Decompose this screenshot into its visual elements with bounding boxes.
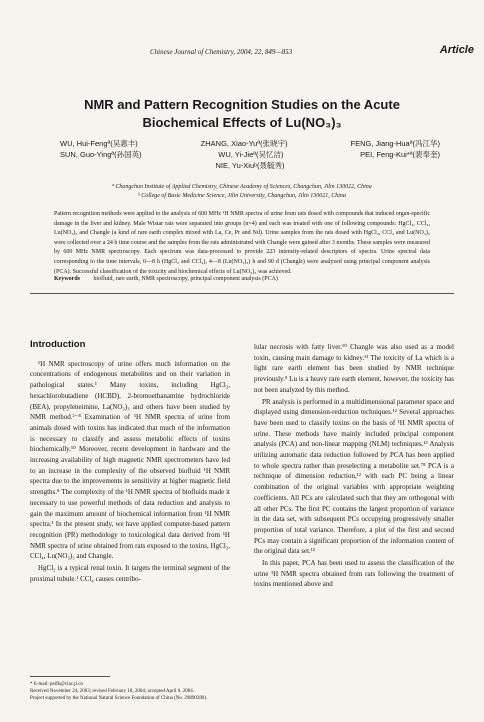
author-row [60,160,440,171]
author: WU, Yi-Jieª(吴忆洁) [218,150,284,159]
author: ZHANG, Xiao-Yuª(张晓宇) [200,139,288,148]
left-column [30,340,230,584]
footnote-received: Received November 24, 2003; revised February 18, 2004; accepted April 6, 2004. [30,689,194,694]
author: SUN, Guo-Yingª(孙国英) [60,150,142,159]
section-divider [30,293,454,294]
keywords-line [54,276,430,282]
body-paragraph: ¹H NMR spectroscopy of urine offers much information on the concentrations of endogenous metabolites and on their variation in pathological states.¹ Many toxins, including HgCl₂, hexachlorobutadiene (HCBD), 2-bromoethanamine hydrochloride (BEA), propyleneimine, La(NO₃)₃ and others have been studied by NMR method.²⁻⁸ Examination of ¹H NMR spectra of urine from animals dosed with toxins has indicated that much of the information is necessary to classify and assess metabolic effects of toxins biochemically.¹⁰ Moreover, recent development in hardware and the increasing availability of high magnetic NMR spectrometers have led to an increase in the complexity of the observed biofluid ¹H NMR spectra due to the improvements in sensitivity at higher magnetic field strengths.⁸ The complexity of the ¹H NMR spectra of biofluids made it necessary to use powerful methods of data reduction and analysis to gain the maximum amount of biochemical information from ¹H NMR spectra.¹ In the present study, we have applied computer-based pattern recognition (PR) methodology to toxicological data derived from ¹H NMR spectra of urine obtained from rats exposed to the toxins, HgCl₂, CCl₄, Lu(NO₃)₃ and Changle. [30,359,230,561]
body-paragraph: PR analysis is performed in a multidimensional parameter space and displayed using dimension-reduction techniques.¹² Several approaches have been used to classify toxins on the basis of ¹H NMR spectra of urine. These methods have mainly included principal component analysis (PCA) and non-linear mapping (NLM) techniques.¹³ Analysis utilizing automatic data reduction followed by PCA has been applied to whole spectra rather than preselecting a metabolite set.⁷⁸ PCA is a technique of dimension reduction,¹² with each PC being a linear combination of the original variables with appropriate weighting coefficients. All PCs are calculated such that they are orthogonal with all other PCs. The first PC contains the largest proportion of variance in the data set, with subsequent PCs occupying progressively smaller proportion of total variance. Therefore, a plot of the first and second PCs may contain a significant proportion of the information content of the original data set.¹² [254,397,454,556]
right-column [254,342,454,590]
paper-title [40,96,444,132]
journal-citation: Chinese Journal of Chemistry, 2004, 22, 849—853 [150,48,293,56]
footnote [30,681,454,702]
author: WU, Hui-Fengª(吴惠丰) [60,139,138,148]
keywords-text: biofluid, rare earth, NMR spectroscopy, principal component analysis (PCA) [93,276,278,282]
author: PEI, Feng-Kui*ª(裴奉奎) [360,150,440,159]
author: NIE, Yu-Xiuᵇ(聂毓秀) [215,161,285,170]
author: FENG, Jiang-Huaª(冯江华) [350,139,440,148]
footnote-divider [30,676,110,677]
affiliation-a: ª Changchun Institute of Applied Chemistry, Chinese Academy of Sciences, Changchun, Jilin 130022, China [112,184,372,190]
page-header [0,44,484,64]
body-paragraph: HgCl₂ is a typical renal toxin. It targets the terminal segment of the proximal tubule.¹ CCl₄ causes centribo- [30,564,230,583]
article-type-tag: Article [439,44,474,56]
author-list [60,138,440,171]
author-row [60,138,440,149]
affiliation-b: ᵇ College of Basic Medicine Science, Jilin University, Changchun, Jilin 130021, China [138,193,346,199]
author-row [60,149,440,160]
abstract: Pattern recognition methods were applied to the analysis of 600 MHz ¹H NMR spectra of urine from rats dosed with compounds that induced organ-specific damage in the liver and kidney. Male Wistar rats were separated into groups (n=4) and each was treated with one of following compounds: HgCl₂, CCl₄, Lu(NO₃)₃ and Changle (a kind of rare earth complex mixed with La, Ce, Pr and Nd). Urine samples from the rats dosed with HgCl₂, CCl₄ and Lu(NO₃)₃ were collected over a 24 h time course and the samples from the rats administrated with Changle were gained after 3 months. These samples were measured by 600 MHz NMR spectroscopy. Each spectrum was data-processed to provide 223 intensity-related descriptors of spectra. Urine spectral data corresponding to the time intervals, 0—8 h (HgCl₂ and CCl₄), 4—8 (Lu(NO₃)₃) h and 90 d (Changle) were analyzed using principal component analysis (PCA). Successful classification of the toxicity and biochemical effects of Lu(NO₃)₃ was achieved. [54,211,430,275]
body-paragraph: In this paper, PCA has been used to assess the classification of the urine ¹H NMR spectra obtained from rats following the treatment of toxins mentioned above and [254,559,454,589]
body-paragraph: lular necrosis with fatty liver.¹⁰ Changle was also used as a model toxin, causing main damage to kidney.¹¹ The toxicity of La which is a light rare earth element has been studied by NMR technique previously.⁹ Lu is a heavy rare earth element, however, the toxicity has not been analyzed by this method. [254,343,454,394]
title-line-2: Biochemical Effects of Lu(NO₃)₃ [142,115,342,130]
keywords-label: Keywords [54,276,80,282]
title-line-1: NMR and Pattern Recognition Studies on the Acute [84,97,400,112]
section-heading-introduction: Introduction [30,339,86,350]
footnote-email: * E-mail: peifk@ciac.jl.cn [30,682,83,687]
footnote-project: Project supported by the National Natural Science Foundation of China (No. 29890280). [30,696,208,701]
affiliations [40,183,444,201]
